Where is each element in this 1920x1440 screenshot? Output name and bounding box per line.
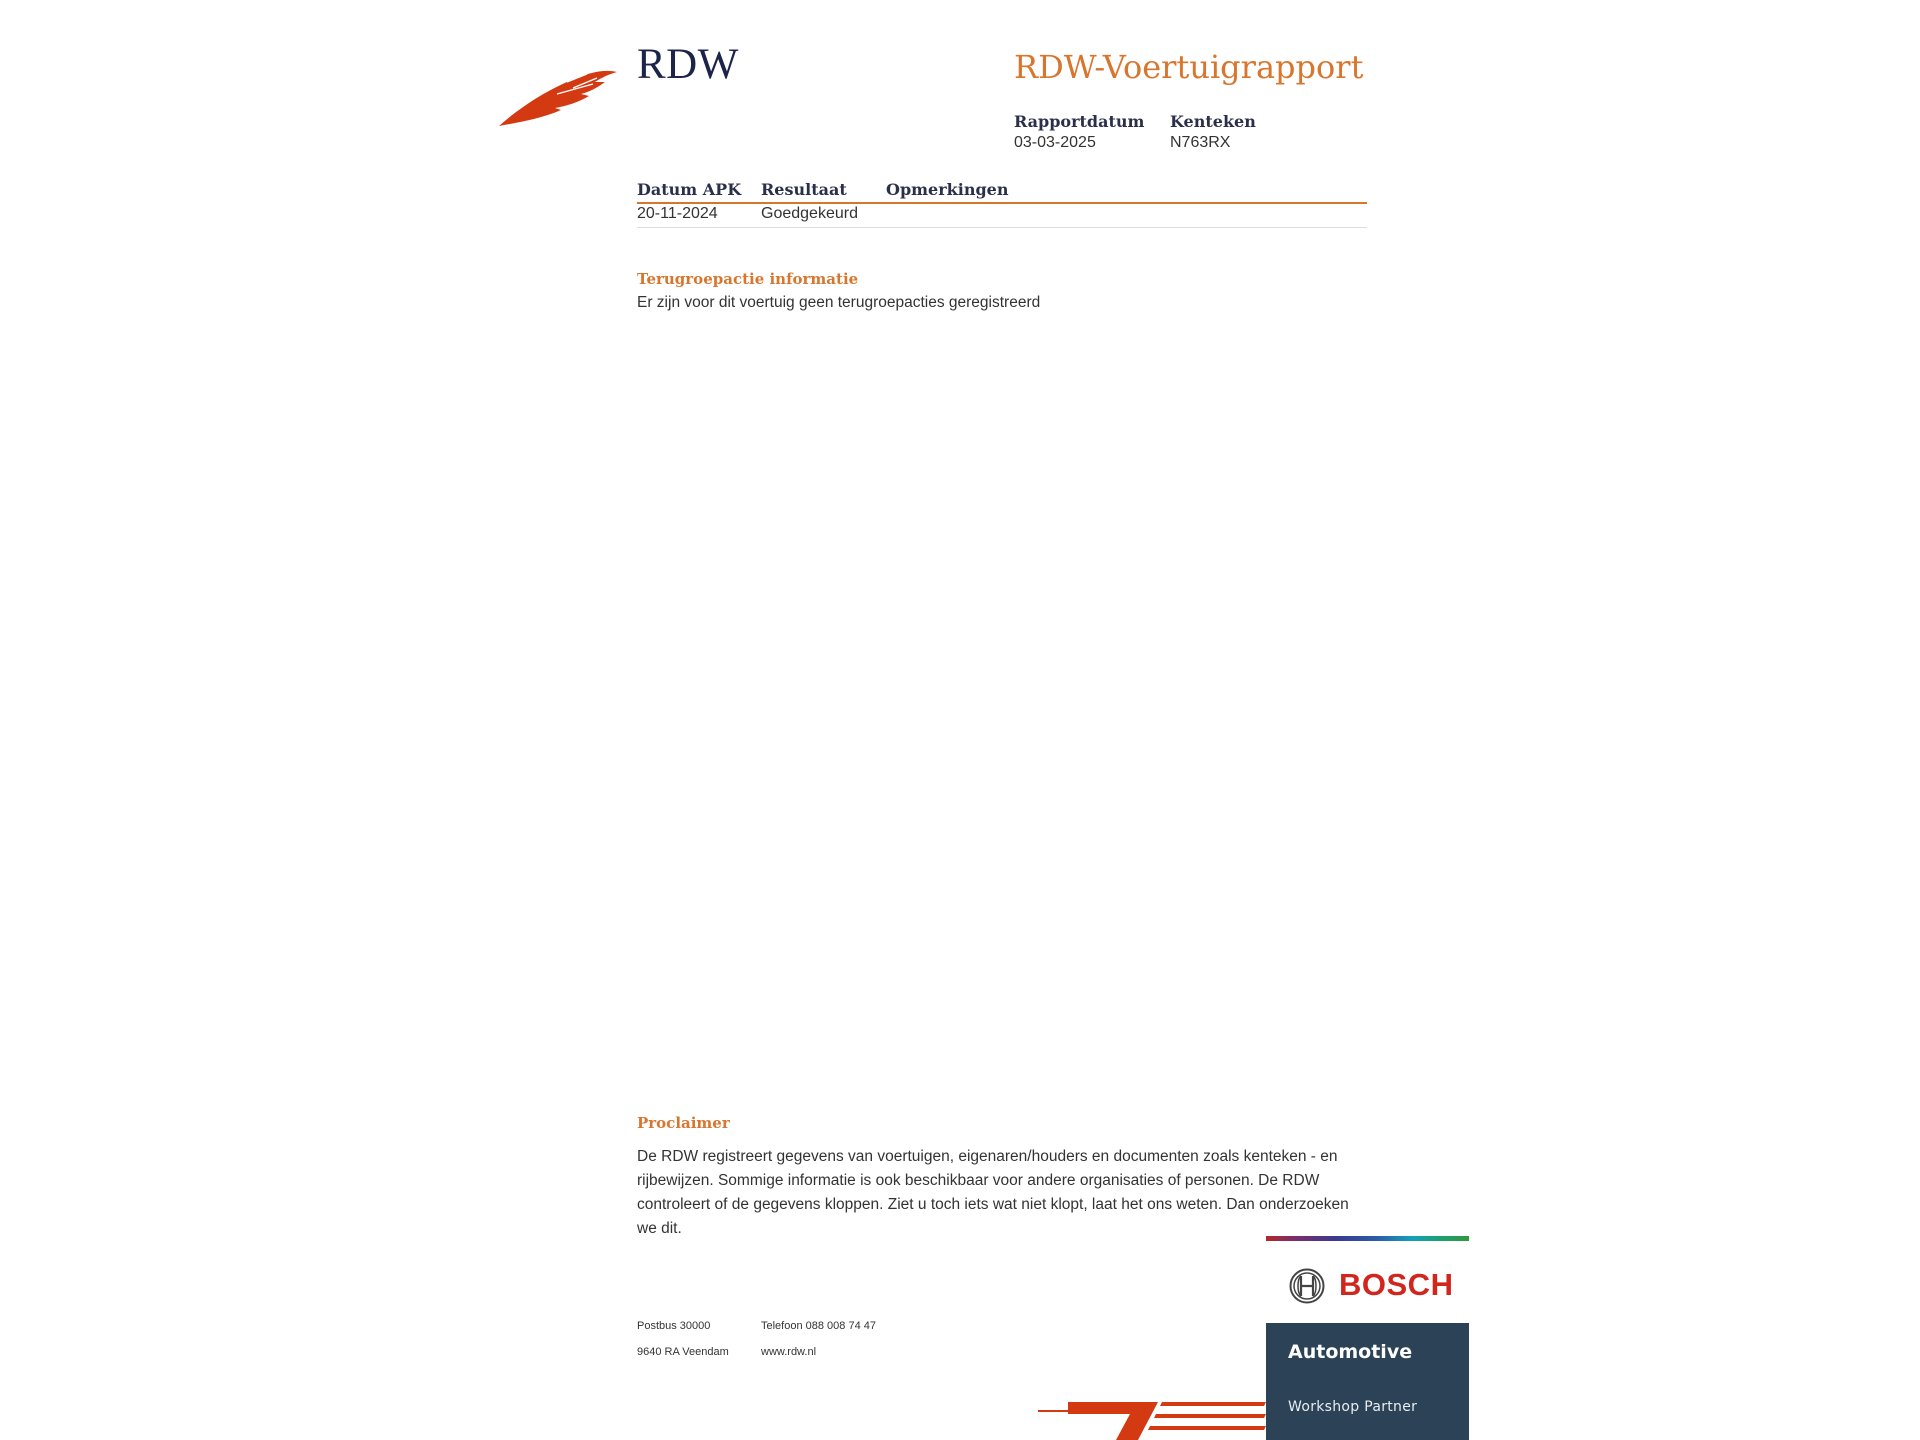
bosch-badge: [1266, 1236, 1469, 1440]
bosch-wordmark: BOSCH: [1339, 1267, 1454, 1302]
cell-datum: 20-11-2024: [637, 205, 718, 222]
orange-speed-lines: [1038, 1398, 1268, 1440]
recall-heading: Terugroepactie informatie: [637, 270, 859, 288]
disclaimer-heading: Proclaimer: [637, 1114, 730, 1132]
cell-resultaat: Goedgekeurd: [761, 205, 858, 222]
badge-subtitle: Workshop Partner: [1288, 1399, 1418, 1415]
bosch-panel: [1266, 1323, 1469, 1440]
disclaimer-text: De RDW registreert gegevens van voertuigen, eigenaren/houders en documenten zoals kenteken - en rijbewijzen. Sommige informatie is ook beschikbaar voor andere organisaties of personen. De RDW controleert of de gegevens kloppen. Ziet u toch iets wat niet klopt, laat het ons weten. Dan onderzoeken we dit.: [637, 1148, 1349, 1237]
table-row-divider: [637, 227, 1367, 228]
footer-website[interactable]: www.rdw.nl: [761, 1346, 817, 1358]
footer-address-line2: 9640 RA Veendam: [637, 1346, 729, 1358]
license-plate-label: Kenteken: [1170, 112, 1256, 131]
report-date-label: Rapportdatum: [1014, 112, 1145, 131]
report-title: RDW-Voertuigrapport: [1014, 48, 1364, 86]
footer-address-line1: Postbus 30000: [637, 1320, 711, 1332]
recall-text: Er zijn voor dit voertuig geen terugroepacties geregistreerd: [637, 294, 1041, 311]
column-header-opmerkingen: Opmerkingen: [886, 180, 1009, 199]
column-header-resultaat: Resultaat: [761, 180, 847, 199]
table-header-divider: [637, 202, 1367, 204]
license-plate-value: N763RX: [1170, 134, 1231, 151]
report-date-value: 03-03-2025: [1014, 134, 1096, 151]
footer-phone: Telefoon 088 008 74 47: [761, 1320, 876, 1332]
badge-title: Automotive: [1288, 1341, 1413, 1363]
rdw-feather-logo: [497, 64, 619, 128]
column-header-datum-apk: Datum APK: [637, 180, 742, 199]
bosch-logo-area: [1266, 1241, 1469, 1323]
brand-name: RDW: [637, 41, 739, 88]
bosch-armature-icon: [1288, 1267, 1326, 1305]
